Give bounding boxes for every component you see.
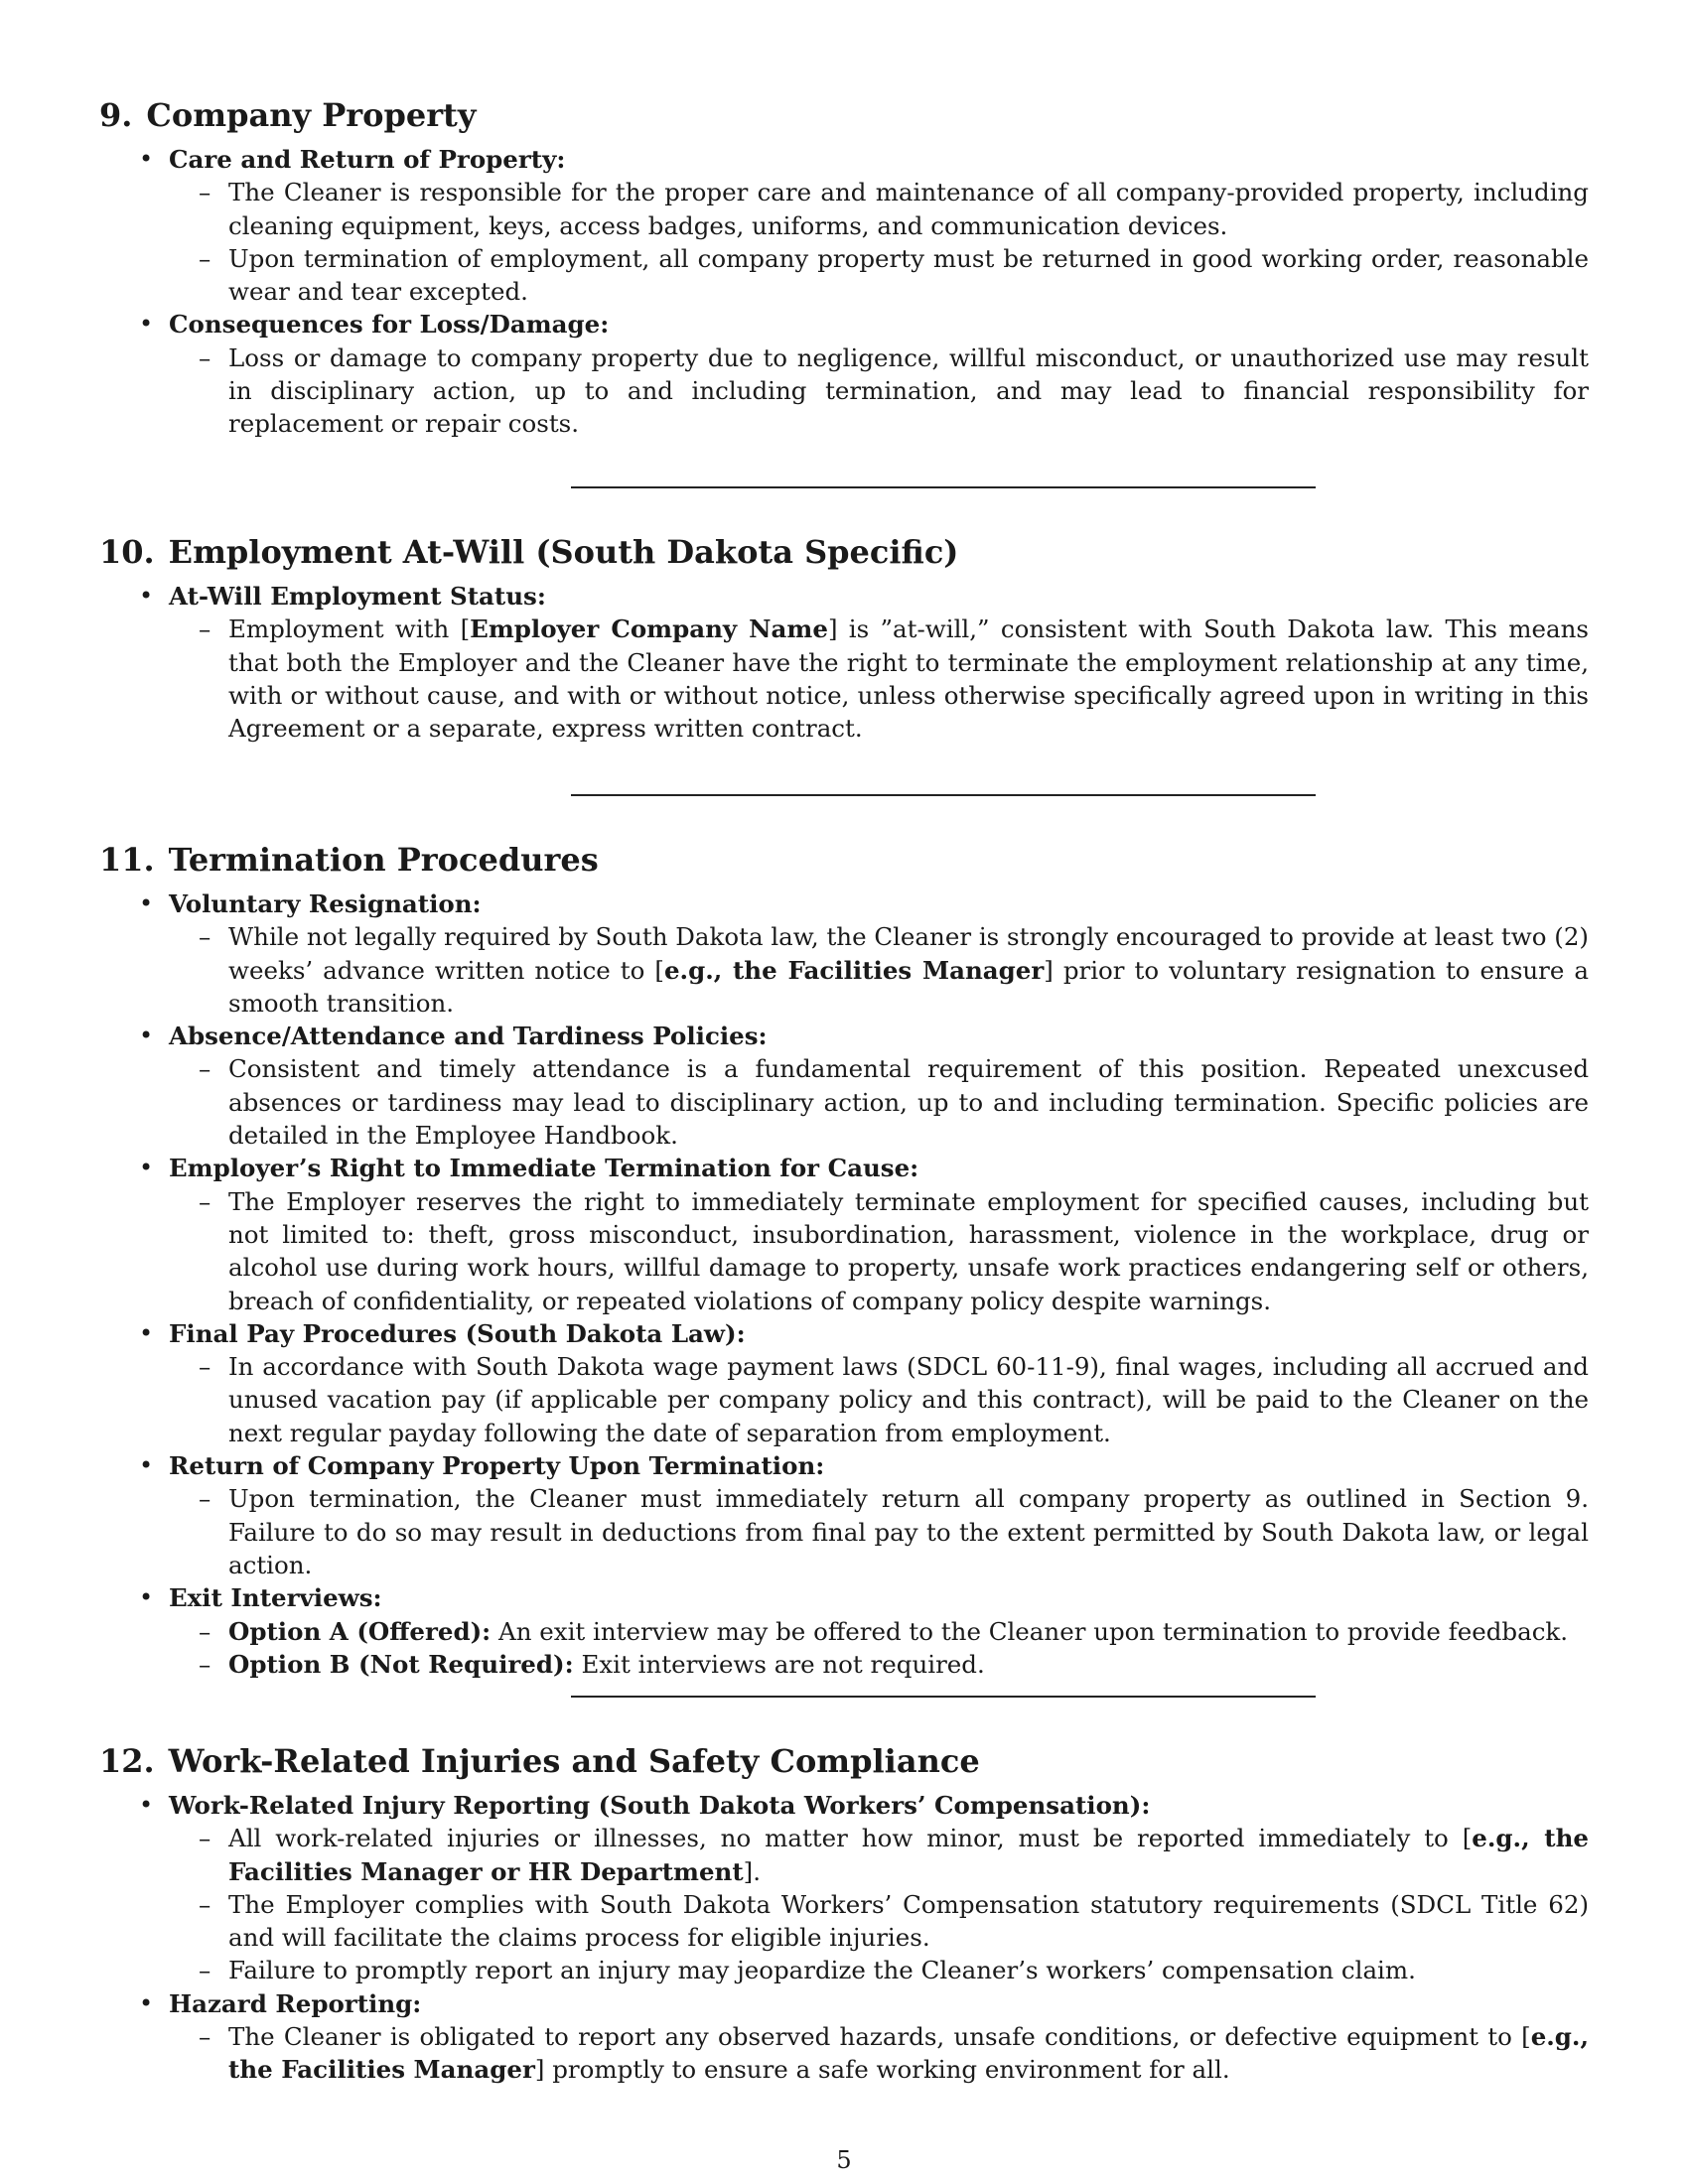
sub-item: – Consistent and timely attendance is a fundamental requirement of this position. Repeated unexcused absences or tardiness may lead to disciplinary action, up to and including termination. Specific policies are detailed in the Employee Handbook. [169,1052,1589,1152]
sub-item: – While not legally required by South Dakota law, the Cleaner is strongly encouraged to provide at least two (2) weeks’ advance written notice to [e.g., the Facilities Manager] prior to voluntary resignation to ensure a smooth transition. [169,920,1589,1020]
sub-item: – Failure to promptly report an injury may jeopardize the Cleaner’s workers’ compensation claim. [169,1954,1589,1986]
list-item: • Exit Interviews: – Option A (Offered): An exit interview may be offered to the Cleaner upon termination to provide feedback. – Option B (Not Required): Exit interviews are not required. [99,1581,1589,1681]
section-heading: 11. Termination Procedures [99,841,599,879]
list-item: • At-Will Employment Status: – Employment with [Employer Company Name] is ”at-will,” consistent with South Dakota law. This means that both the Employer and the Cleaner have the right to terminate the employment relationship at any time, with or without cause, and with or without notice, unless otherwise specifically agreed upon in writing in this Agreement or a separate, express written contract. [99,580,1589,745]
section-9 [99,95,1589,441]
sub-item: – Option A (Offered): An exit interview may be offered to the Cleaner upon termination to provide feedback. [169,1615,1589,1648]
sub-item: – In accordance with South Dakota wage payment laws (SDCL 60-11-9), final wages, including all accrued and unused vacation pay (if applicable per company policy and this contract), will be paid to the Cleaner on the next regular payday following the date of separation from employment. [169,1350,1589,1449]
sub-item: – All work-related injuries or illnesses, no matter how minor, must be reported immediately to [e.g., the Facilities Manager or HR Department]. [169,1822,1589,1888]
section-11 [99,840,1589,1681]
list-item: • Consequences for Loss/Damage: – Loss or damage to company property due to negligence, willful misconduct, or unauthorized use may result in disciplinary action, up to and including termination, and may lead to financial responsibility for replacement or repair costs. [99,308,1589,440]
sub-item: – Upon termination, the Cleaner must immediately return all company property as outlined in Section 9. Failure to do so may result in deductions from final pay to the extent permitted by South Dakota law, or legal action. [169,1482,1589,1581]
list-item: • Work-Related Injury Reporting (South Dakota Workers’ Compensation): – All work-related injuries or illnesses, no matter how minor, must be reported immediately to [e.g., the Facilities Manager or HR Department]. – The Employer complies with South Dakota Workers’ Compensation statutory requirements (SDCL Title 62) and will facilitate the claims process for eligible injuries. – Failure to promptly report an injury may jeopardize the Cleaner’s workers’ compensation claim. [99,1789,1589,1987]
list-item: • Care and Return of Property: – The Cleaner is responsible for the proper care and maintenance of all company-provided property, including cleaning equipment, keys, access badges, uniforms, and communication devices. – Upon termination of employment, all company property must be returned in good working order, reasonable wear and tear excepted. [99,143,1589,308]
section-divider [571,794,1316,796]
sub-item: – Loss or damage to company property due to negligence, willful misconduct, or unauthorized use may result in disciplinary action, up to and including termination, and may lead to financial responsibility for replacement or repair costs. [169,341,1589,441]
bullet-list [99,580,1589,745]
section-heading: 10. Employment At-Will (South Dakota Specific) [99,533,959,571]
list-item: • Final Pay Procedures (South Dakota Law): – In accordance with South Dakota wage payment laws (SDCL 60-11-9), final wages, including all accrued and unused vacation pay (if applicable per company policy and this contract), will be paid to the Cleaner on the next regular payday following the date of separation from employment. [99,1317,1589,1449]
list-item: • Employer’s Right to Immediate Termination for Cause: – The Employer reserves the right to immediately terminate employment for specified causes, including but not limited to: theft, gross misconduct, insubordination, harassment, violence in the workplace, drug or alcohol use during work hours, willful damage to property, unsafe work practices endangering self or others, breach of confidentiality, or repeated violations of company policy despite warnings. [99,1152,1589,1316]
section-heading: 12. Work-Related Injuries and Safety Compliance [99,1742,980,1780]
list-item: • Hazard Reporting: – The Cleaner is obligated to report any observed hazards, unsafe conditions, or defective equipment to [e.g., the Facilities Manager] promptly to ensure a safe working environment for all. [99,1987,1589,2087]
list-item: • Voluntary Resignation: – While not legally required by South Dakota law, the Cleaner is strongly encouraged to provide at least two (2) weeks’ advance written notice to [e.g., the Facilities Manager] prior to voluntary resignation to ensure a smooth transition. [99,887,1589,1020]
sub-item: – The Cleaner is obligated to report any observed hazards, unsafe conditions, or defective equipment to [e.g., the Facilities Manager] promptly to ensure a safe working environment for all. [169,2020,1589,2087]
sub-item: – Employment with [Employer Company Name] is ”at-will,” consistent with South Dakota law. This means that both the Employer and the Cleaner have the right to terminate the employment relationship at any time, with or without cause, and with or without notice, unless otherwise specifically agreed upon in writing in this Agreement or a separate, express written contract. [169,613,1589,745]
sub-item: – Upon termination of employment, all company property must be returned in good working order, reasonable wear and tear excepted. [169,242,1589,309]
section-10 [99,532,1589,745]
bullet-list [99,1789,1589,2087]
section-12 [99,1741,1589,2087]
bullet-list [99,887,1589,1681]
sub-item: – The Cleaner is responsible for the proper care and maintenance of all company-provided property, including cleaning equipment, keys, access badges, uniforms, and communication devices. [169,176,1589,242]
list-item: • Return of Company Property Upon Termination: – Upon termination, the Cleaner must immediately return all company property as outlined in Section 9. Failure to do so may result in deductions from final pay to the extent permitted by South Dakota law, or legal action. [99,1449,1589,1581]
sub-item: – Option B (Not Required): Exit interviews are not required. [169,1648,1589,1681]
sub-item: – The Employer reserves the right to immediately terminate employment for specified causes, including but not limited to: theft, gross misconduct, insubordination, harassment, violence in the workplace, drug or alcohol use during work hours, willful damage to property, unsafe work practices endangering self or others, breach of confidentiality, or repeated violations of company policy despite warnings. [169,1185,1589,1317]
section-heading: 9. Company Property [99,96,477,134]
list-item: • Absence/Attendance and Tardiness Policies: – Consistent and timely attendance is a fundamental requirement of this position. Repeated unexcused absences or tardiness may lead to disciplinary action, up to and including termination. Specific policies are detailed in the Employee Handbook. [99,1020,1589,1152]
sub-item: – The Employer complies with South Dakota Workers’ Compensation statutory requirements (SDCL Title 62) and will facilitate the claims process for eligible injuries. [169,1888,1589,1955]
section-divider [571,486,1316,488]
section-divider [571,1696,1316,1698]
bullet-list [99,143,1589,441]
page-number: 5 [836,2146,852,2174]
